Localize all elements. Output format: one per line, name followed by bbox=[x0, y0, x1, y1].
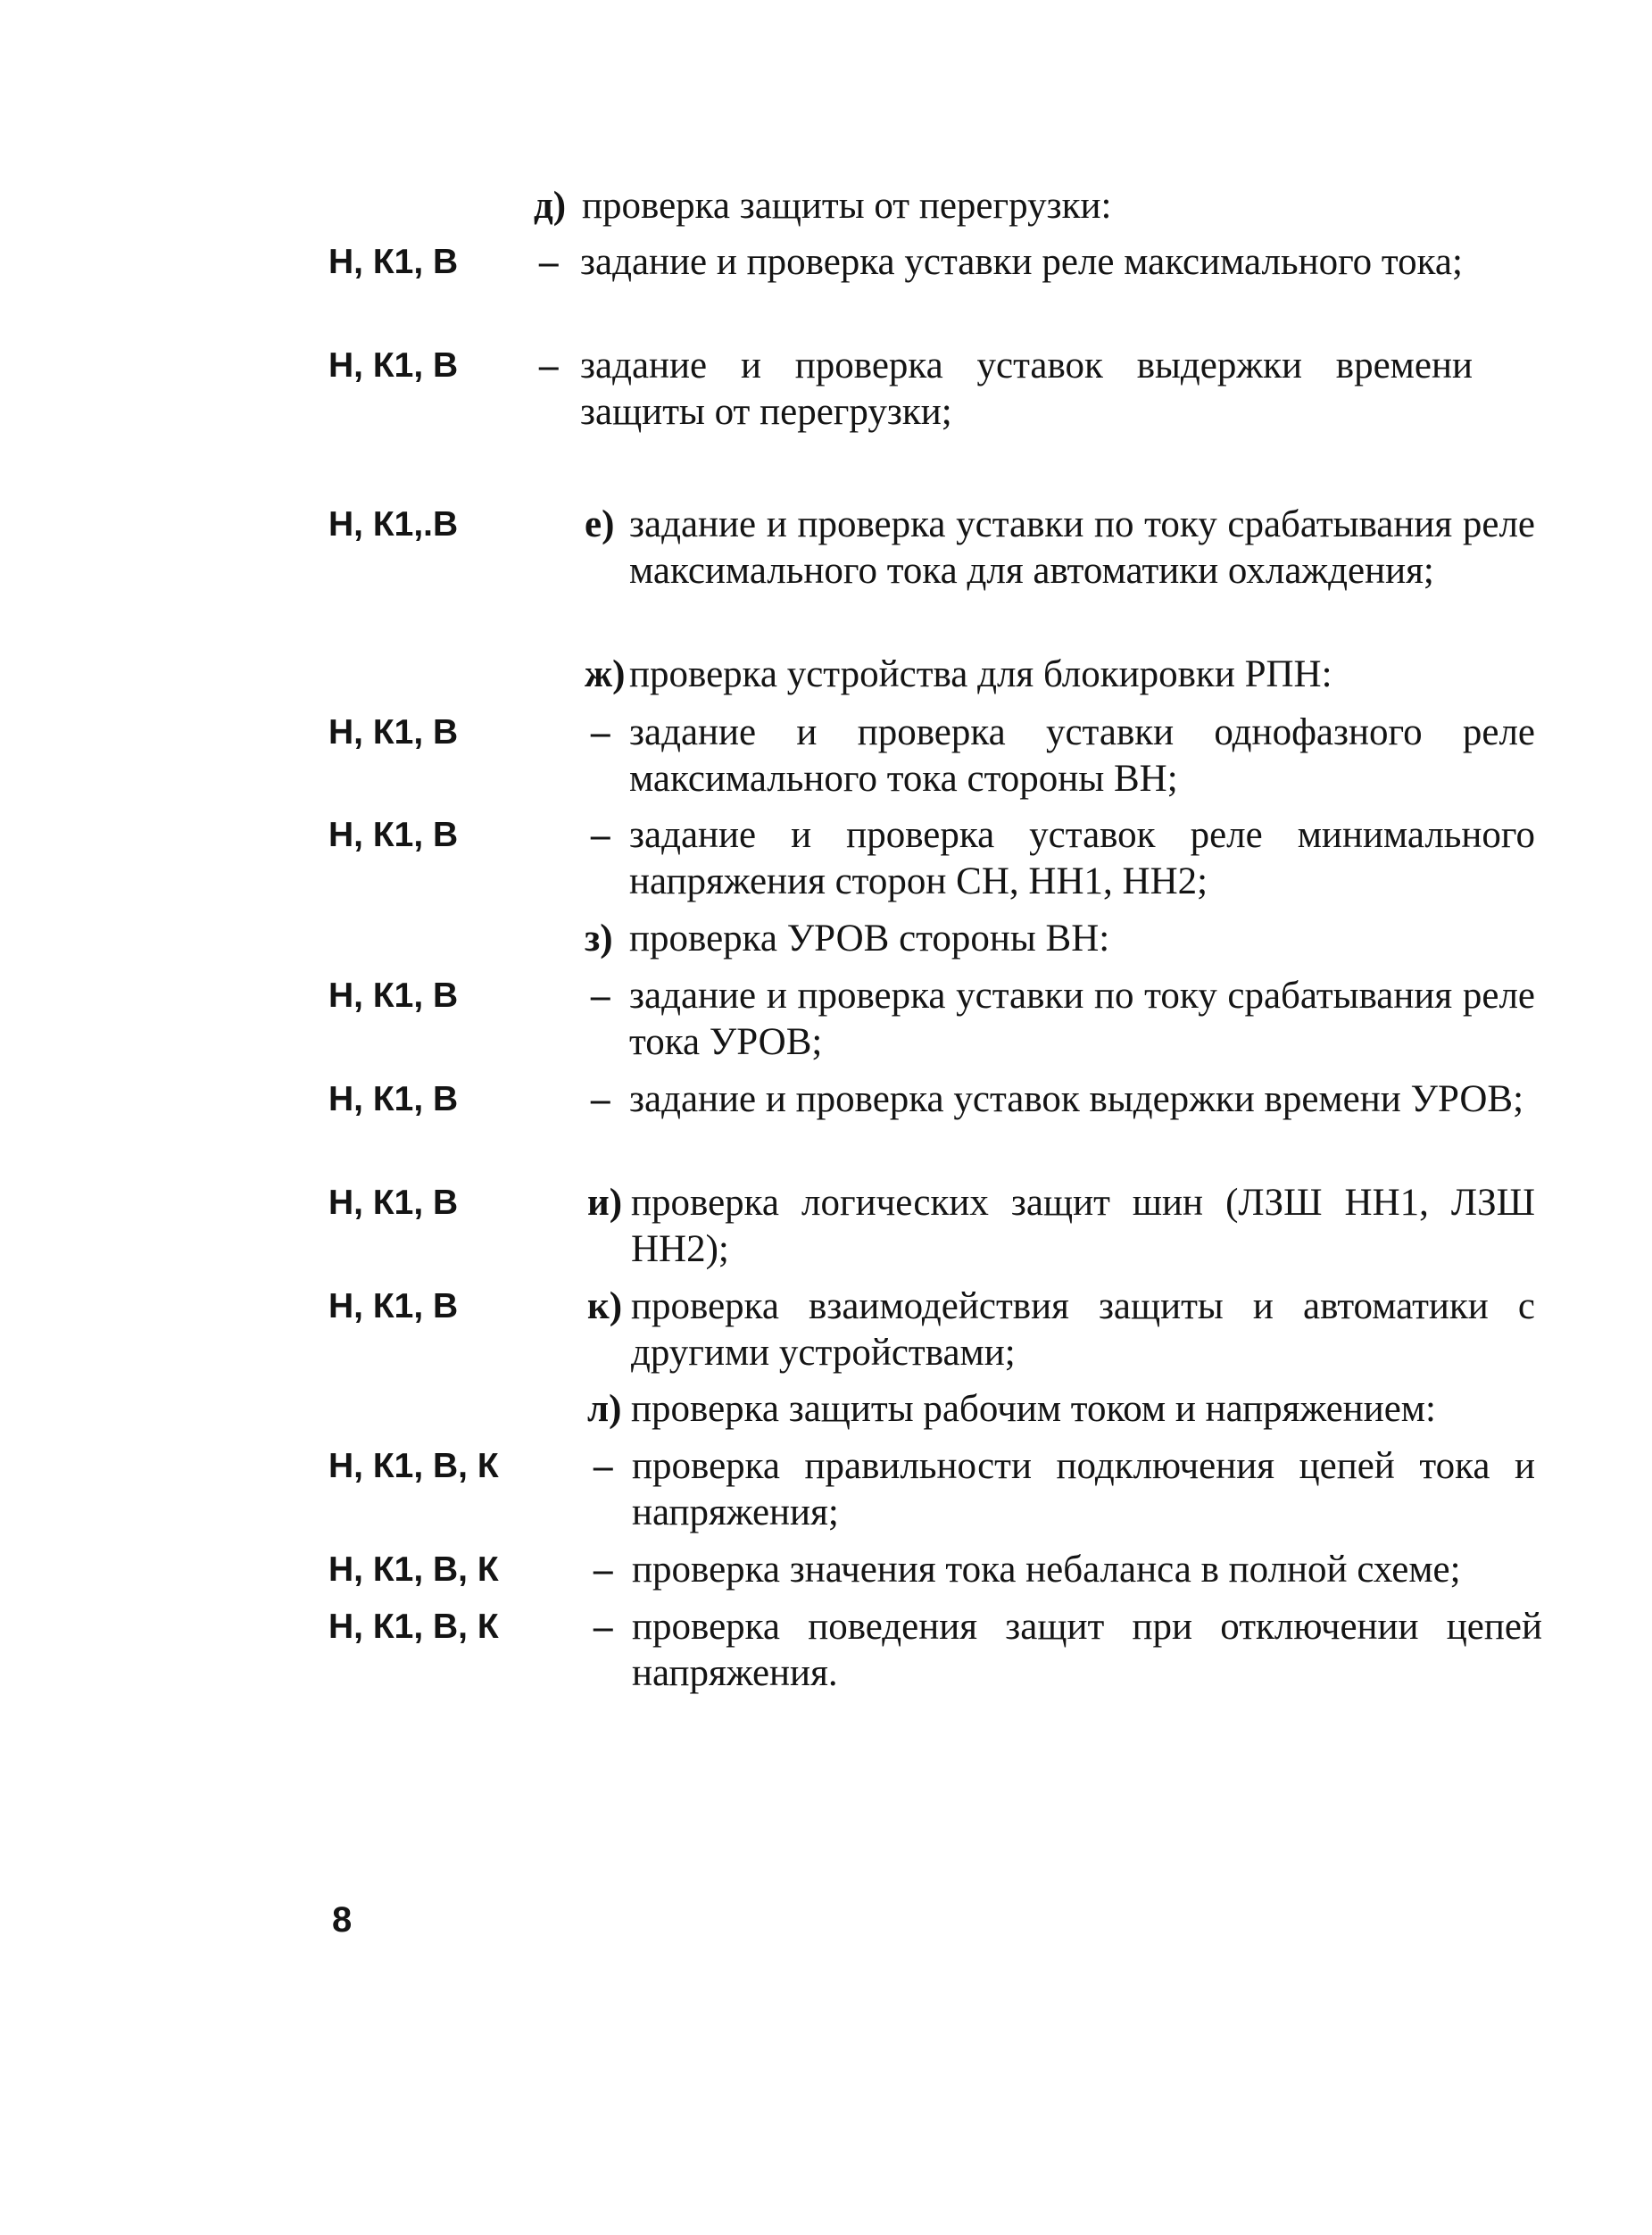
item-marker: к) bbox=[587, 1285, 623, 1327]
item-code: Н, К1, В bbox=[328, 976, 459, 1015]
item-text: задание и проверка уставки однофазного реле максимального тока стороны ВН; bbox=[629, 711, 1535, 800]
item-text: проверка логических защит шин (ЛЗШ НН1, ЛЗШ НН2); bbox=[631, 1182, 1535, 1270]
item-text: задание и проверка уставок реле минимального напряжения сторон СН, НН1, НН2; bbox=[629, 814, 1535, 902]
item-text: проверка защиты от перегрузки: bbox=[582, 185, 1112, 227]
item-marker: – bbox=[594, 1445, 613, 1487]
item-code: Н, К1, В bbox=[328, 816, 459, 854]
item-code: Н, К1,.В bbox=[328, 505, 459, 544]
item-text: проверка значения тока небаланса в полной схеме; bbox=[632, 1549, 1461, 1591]
item-marker: – bbox=[594, 1606, 613, 1648]
item-text: задание и проверка уставок выдержки времени УРОВ; bbox=[629, 1078, 1524, 1120]
item-marker: – bbox=[591, 1078, 610, 1120]
item-marker: д) bbox=[534, 185, 567, 227]
item-code: Н, К1, В bbox=[328, 713, 459, 752]
item-code: Н, К1, В, К bbox=[328, 1550, 499, 1589]
item-marker: ж) bbox=[585, 653, 626, 695]
item-code: Н, К1, В, К bbox=[328, 1608, 499, 1646]
item-code: Н, К1, В, К bbox=[328, 1447, 499, 1485]
item-code: Н, К1, В bbox=[328, 346, 459, 385]
item-text: задание и проверка уставки по току срабатывания реле максимального тока для автоматики охлаждения; bbox=[629, 503, 1535, 592]
item-text: задание и проверка уставки реле максимального тока; bbox=[580, 241, 1463, 283]
item-marker: л) bbox=[587, 1388, 622, 1430]
item-marker: и) bbox=[587, 1182, 623, 1224]
item-text: проверка УРОВ стороны ВН: bbox=[629, 918, 1110, 960]
item-text: задание и проверка уставки по току срабатывания реле тока УРОВ; bbox=[629, 975, 1535, 1063]
item-marker: – bbox=[591, 711, 610, 753]
item-code: Н, К1, В bbox=[328, 243, 459, 281]
item-text: проверка поведения защит при отключении цепей напряжения. bbox=[632, 1606, 1542, 1694]
item-marker: – bbox=[591, 814, 610, 856]
item-code: Н, К1, В bbox=[328, 1184, 459, 1222]
item-text: проверка правильности подключения цепей тока и напряжения; bbox=[632, 1445, 1535, 1533]
item-text: проверка взаимодействия защиты и автоматики с другими устройствами; bbox=[631, 1285, 1535, 1374]
item-code: Н, К1, В bbox=[328, 1287, 459, 1325]
item-text: проверка устройства для блокировки РПН: bbox=[629, 653, 1332, 695]
item-code: Н, К1, В bbox=[328, 1080, 459, 1118]
item-marker: – bbox=[539, 241, 559, 283]
item-marker: з) bbox=[585, 918, 613, 960]
item-text: проверка защиты рабочим током и напряжением: bbox=[631, 1388, 1436, 1430]
item-marker: е) bbox=[585, 503, 615, 545]
item-marker: – bbox=[591, 975, 610, 1017]
item-marker: – bbox=[594, 1549, 613, 1591]
item-marker: – bbox=[539, 345, 559, 386]
page-number: 8 bbox=[332, 1900, 353, 1940]
item-text: задание и проверка уставок выдержки времени защиты от перегрузки; bbox=[580, 345, 1473, 433]
